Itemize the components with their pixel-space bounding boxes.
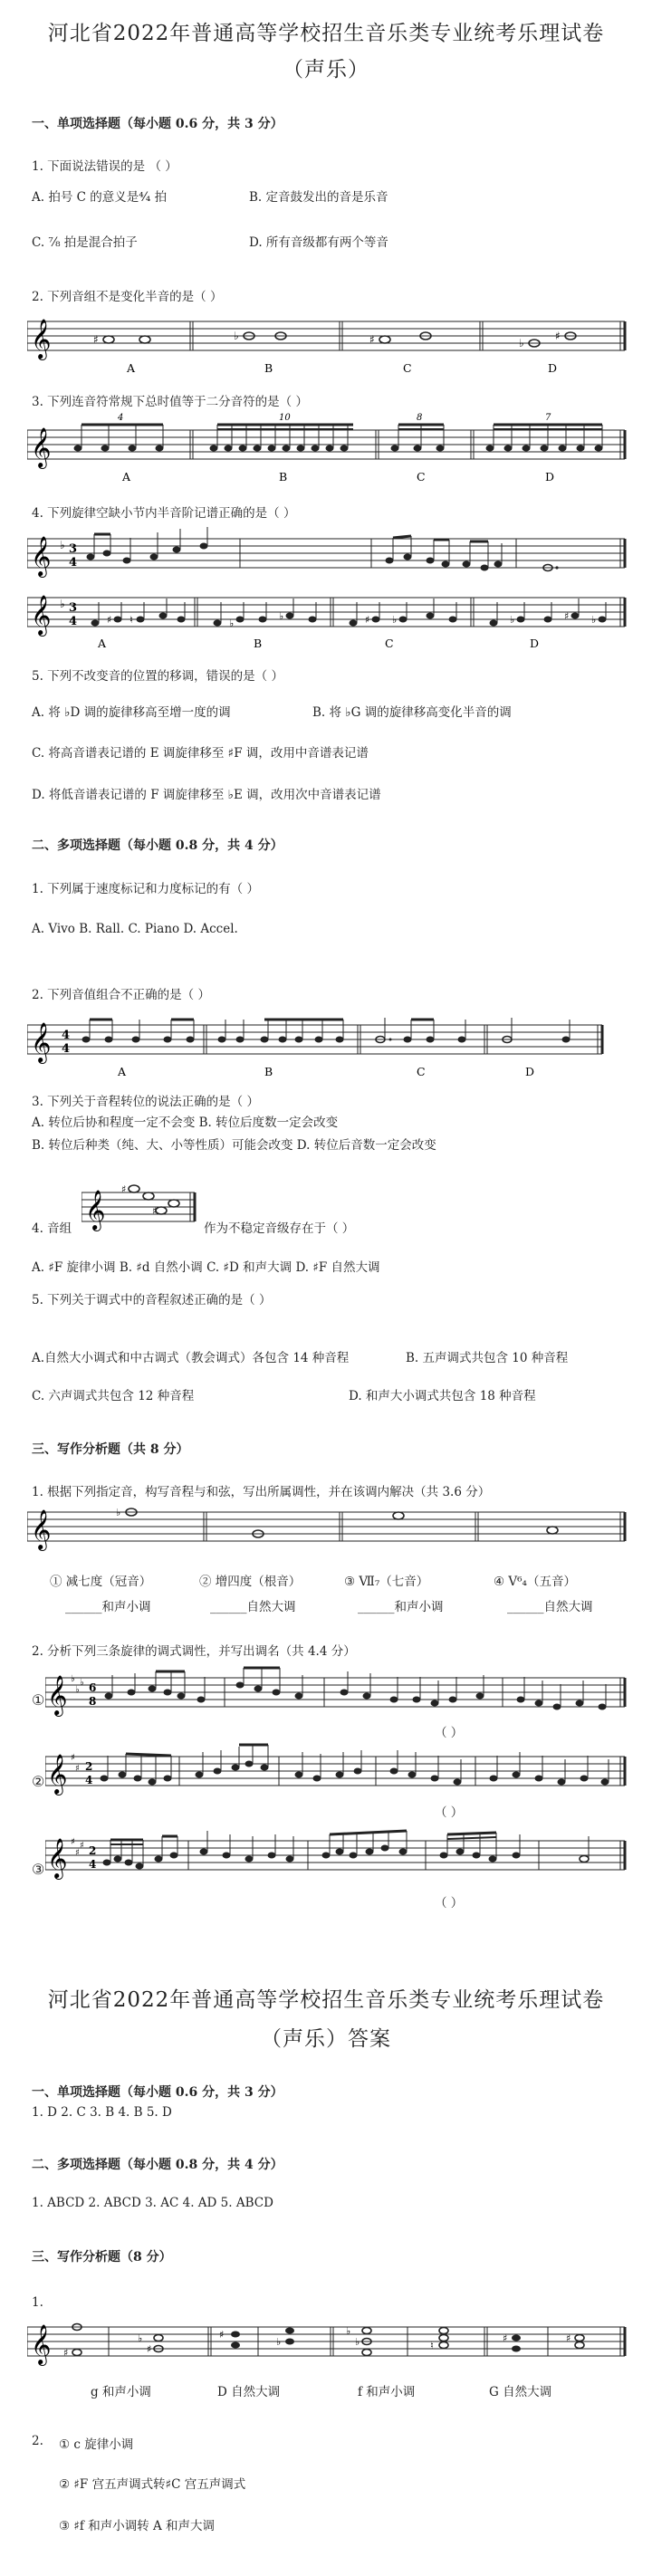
svg-text:♯: ♯ <box>564 610 570 622</box>
s3-q1-key-2: ______自然大调 <box>210 1600 296 1614</box>
svg-text:𝄞: 𝄞 <box>47 1838 68 1878</box>
svg-text:♯: ♯ <box>71 1837 75 1847</box>
svg-text:𝄞: 𝄞 <box>31 536 52 576</box>
svg-text:♯: ♯ <box>107 614 112 626</box>
s1-q5-option-d: D. 将低音谱表记谱的 F 调旋律移至 ♭E 调，改用次中音谱表记谱 <box>32 788 381 802</box>
svg-text:♯: ♯ <box>63 2347 69 2359</box>
s1-q4-label-c: C <box>385 637 394 650</box>
exam-title: 河北省2022年普通高等学校招生音乐类专业统考乐理试卷 <box>47 22 605 45</box>
s1-q4-label-a: A <box>98 637 107 650</box>
s3-q1-item-4: ④ V⁶₄（五音） <box>494 1575 576 1589</box>
s2-q2-label-b: B <box>264 1065 273 1078</box>
s2-q2-label-c: C <box>417 1065 426 1078</box>
s1-q3-staff <box>27 412 629 484</box>
svg-text:𝄞: 𝄞 <box>47 1754 68 1794</box>
s1-q5-stem: 5. 下列不改变音的位置的移调，错误的是（ ） <box>32 669 283 684</box>
s3-q1-item-3: ③ Ⅶ₇（七音） <box>344 1575 429 1589</box>
svg-text:♭: ♭ <box>392 614 398 626</box>
answers-title: 河北省2022年普通高等学校招生音乐类专业统考乐理试卷 <box>47 1988 605 2012</box>
answers-section-3-heading: 三、写作分析题（8 分） <box>32 2250 172 2265</box>
svg-text:♭: ♭ <box>138 2332 143 2344</box>
section-1-heading: 一、单项选择题（每小题 0.6 分，共 3 分） <box>32 117 283 131</box>
answers-q1-staff <box>27 2313 629 2368</box>
svg-text:♮: ♮ <box>129 614 133 626</box>
answers-subtitle: （声乐）答案 <box>261 2027 391 2051</box>
svg-text:2: 2 <box>89 1844 97 1857</box>
svg-text:8: 8 <box>89 1695 97 1708</box>
svg-text:♭: ♭ <box>229 618 235 629</box>
s1-q2-staff <box>27 312 629 376</box>
melody-1-number: ① <box>32 1691 45 1709</box>
s2-q5-stem: 5. 下列关于调式中的音程叙述正确的是（ ） <box>32 1293 272 1307</box>
svg-text:4: 4 <box>85 1774 93 1786</box>
svg-text:♮: ♮ <box>430 2340 434 2351</box>
svg-text:♭: ♭ <box>519 337 524 350</box>
answers-q2-item-2: ② ♯F 宫五声调式转♯C 宫五声调式 <box>59 2477 246 2492</box>
answers-q1-key-1: g 和声小调 <box>91 2385 151 2399</box>
tuplet-4: 4 <box>118 413 124 423</box>
svg-text:♯: ♯ <box>555 330 561 342</box>
answers-q1-number: 1. <box>32 2295 43 2310</box>
svg-text:𝄞: 𝄞 <box>31 1022 52 1062</box>
svg-text:♭: ♭ <box>276 2336 282 2348</box>
s1-q2-stem: 2. 下列音组不是变化半音的是（ ） <box>32 290 223 304</box>
svg-text:𝄞: 𝄞 <box>85 1190 106 1230</box>
s1-q3-label-b: B <box>279 470 288 484</box>
svg-text:♭: ♭ <box>60 598 65 610</box>
section-2-heading: 二、多项选择题（每小题 0.8 分，共 4 分） <box>32 838 283 853</box>
s2-q4-note-group <box>82 1174 199 1238</box>
s1-q1-option-b: B. 定音鼓发出的音是乐音 <box>249 190 388 205</box>
s1-q2-label-c: C <box>403 361 412 375</box>
s1-q3-label-d: D <box>545 470 555 484</box>
s3-q1-item-2: ② 增四度（根音） <box>199 1575 302 1589</box>
s1-q4-label-b: B <box>254 637 263 650</box>
svg-text:♯: ♯ <box>75 1848 80 1858</box>
svg-text:𝄞: 𝄞 <box>31 595 52 635</box>
s2-q2-staff <box>27 1007 607 1079</box>
s2-q5-option-c: C. 六声调式共包含 12 种音程 <box>32 1389 195 1403</box>
s2-q1-stem: 1. 下列属于速度标记和力度标记的有（ ） <box>32 882 259 896</box>
svg-text:♯: ♯ <box>121 1183 127 1195</box>
melody-1-answer-blank: （ ） <box>435 1726 464 1740</box>
svg-text:♯: ♯ <box>71 1753 75 1763</box>
svg-text:♭: ♭ <box>234 330 239 342</box>
answers-section-2: 1. ABCD 2. ABCD 3. AC 4. AD 5. ABCD <box>32 2196 273 2210</box>
svg-text:𝄞: 𝄞 <box>31 319 52 359</box>
melody-1-staff <box>45 1664 629 1719</box>
s2-q5-option-a: A.自然大小调式和中古调式（教会调式）各包含 14 种音程 <box>32 1351 350 1365</box>
melody-2-number: ② <box>32 1773 45 1790</box>
svg-text:4: 4 <box>69 615 78 628</box>
tuplet-8: 8 <box>417 413 423 423</box>
svg-text:3: 3 <box>69 542 78 556</box>
s3-q1-item-1: ① 减七度（冠音） <box>50 1575 152 1589</box>
svg-text:𝄞: 𝄞 <box>31 2324 52 2364</box>
svg-text:4: 4 <box>69 556 78 570</box>
s2-q3-line-1: A. 转位后协和程度一定不会变 B. 转位后度数一定会改变 <box>32 1116 339 1130</box>
melody-2-staff <box>45 1743 629 1797</box>
s1-q4-stem: 4. 下列旋律空缺小节内半音阶记谱正确的是（ ） <box>32 506 296 521</box>
s3-q1-staff <box>27 1499 629 1553</box>
s2-q5-option-b: B. 五声调式共包含 10 种音程 <box>406 1351 569 1365</box>
svg-text:4: 4 <box>62 1029 71 1042</box>
tuplet-10: 10 <box>279 413 291 423</box>
s1-q5-option-a: A. 将 ♭D 调的旋律移高至增一度的调 <box>32 705 231 720</box>
s1-q3-stem: 3. 下列连音符常规下总时值等于二分音符的是（ ） <box>32 395 308 409</box>
svg-text:♯: ♯ <box>219 2329 225 2341</box>
answers-q1-key-2: D 自然大调 <box>217 2385 281 2399</box>
svg-text:♭: ♭ <box>80 1678 84 1688</box>
svg-text:𝄞: 𝄞 <box>31 427 52 467</box>
melody-2-answer-blank: （ ） <box>435 1805 464 1820</box>
s2-q3-line-2: B. 转位后种类（纯、大、小等性质）可能会改变 D. 转位后音数一定会改变 <box>32 1138 436 1153</box>
answers-q1-key-4: G 自然大调 <box>489 2385 552 2399</box>
s2-q5-option-d: D. 和声大小调式共包含 18 种音程 <box>349 1389 536 1403</box>
svg-text:♯: ♯ <box>566 2332 571 2344</box>
s2-q2-label-d: D <box>525 1065 535 1078</box>
s1-q1-option-d: D. 所有音级都有两个等音 <box>249 235 388 250</box>
svg-text:♯: ♯ <box>80 1841 84 1851</box>
s3-q1-key-3: ______和声小调 <box>358 1600 444 1614</box>
s2-q2-stem: 2. 下列音值组合不正确的是（ ） <box>32 988 210 1002</box>
svg-text:6: 6 <box>89 1681 97 1694</box>
svg-text:♭: ♭ <box>355 2336 360 2348</box>
answers-q2-item-1: ① c 旋律小调 <box>59 2437 134 2452</box>
s1-q4-options-staff <box>27 584 629 652</box>
s1-q4-melody-staff <box>27 525 629 579</box>
s1-q4-label-d: D <box>530 637 540 650</box>
s1-q1-option-a: A. 拍号 C 的意义是⁴⁄₄ 拍 <box>32 190 168 205</box>
s1-q5-option-c: C. 将高音谱表记谱的 E 调旋律移至 ♯F 调，改用中音谱表记谱 <box>32 746 369 761</box>
s2-q4-suffix: 作为不稳定音级存在于（ ） <box>204 1221 355 1236</box>
svg-text:♭: ♭ <box>510 614 515 626</box>
svg-text:♯: ♯ <box>147 2343 152 2355</box>
answers-q1-key-3: f 和声小调 <box>358 2385 416 2399</box>
s2-q3-stem: 3. 下列关于音程转位的说法正确的是（ ） <box>32 1095 259 1109</box>
svg-text:2: 2 <box>85 1760 93 1773</box>
s2-q1-options: A. Vivo B. Rall. C. Piano D. Accel. <box>32 922 238 936</box>
s1-q2-label-b: B <box>264 361 273 375</box>
svg-text:♭: ♭ <box>116 1507 121 1518</box>
s1-q1-stem: 1. 下面说法错误的是 （ ） <box>32 159 177 174</box>
s1-q2-label-d: D <box>548 361 558 375</box>
s1-q2-label-a: A <box>127 361 136 375</box>
answers-q2-number: 2. <box>32 2434 43 2448</box>
exam-subtitle: （声乐） <box>283 58 369 81</box>
s2-q4-prefix: 4. 音组 <box>32 1221 72 1236</box>
svg-text:♭: ♭ <box>591 614 597 626</box>
s1-q5-option-b: B. 将 ♭G 调的旋律移高变化半音的调 <box>312 705 512 720</box>
svg-text:♯: ♯ <box>152 1205 158 1217</box>
svg-text:♯: ♯ <box>503 2332 508 2344</box>
tuplet-7: 7 <box>545 413 551 423</box>
melody-3-answer-blank: （ ） <box>435 1896 464 1910</box>
svg-text:𝄞: 𝄞 <box>31 1509 52 1549</box>
s3-q1-key-1: ______和声小调 <box>65 1600 151 1614</box>
answers-section-1-heading: 一、单项选择题（每小题 0.6 分，共 3 分） <box>32 2085 283 2100</box>
svg-text:𝄞: 𝄞 <box>47 1675 68 1715</box>
s3-q2-stem: 2. 分析下列三条旋律的调式调性，并写出调名（共 4.4 分） <box>32 1644 356 1659</box>
svg-text:♭: ♭ <box>279 610 284 622</box>
s3-q1-stem: 1. 根据下列指定音，构写音程与和弦，写出所属调性，并在该调内解决（共 3.6 分） <box>32 1485 491 1499</box>
s1-q3-label-a: A <box>122 470 131 484</box>
svg-text:♭: ♭ <box>75 1685 80 1695</box>
s1-q1-option-c: C. ⁷⁄₈ 拍是混合拍子 <box>32 235 138 250</box>
svg-text:4: 4 <box>62 1042 71 1056</box>
svg-text:♯: ♯ <box>365 614 370 626</box>
svg-text:♯: ♯ <box>75 1764 80 1774</box>
svg-text:♯: ♯ <box>93 333 99 346</box>
s1-q3-label-c: C <box>417 470 426 484</box>
s2-q2-label-a: A <box>118 1065 127 1078</box>
melody-3-staff <box>45 1827 629 1882</box>
answers-section-2-heading: 二、多项选择题（每小题 0.8 分，共 4 分） <box>32 2158 283 2172</box>
svg-text:♭: ♭ <box>346 2325 351 2337</box>
s3-q1-key-4: ______自然大调 <box>507 1600 593 1614</box>
answers-q2-item-3: ③ ♯f 和声小调转 A 和声大调 <box>59 2519 216 2533</box>
answers-section-1: 1. D 2. C 3. B 4. B 5. D <box>32 2105 172 2120</box>
svg-text:3: 3 <box>69 601 78 615</box>
svg-text:4: 4 <box>89 1858 97 1871</box>
section-3-heading: 三、写作分析题（共 8 分） <box>32 1442 189 1457</box>
melody-3-number: ③ <box>32 1861 45 1878</box>
svg-text:♭: ♭ <box>60 539 65 551</box>
s2-q4-options: A. ♯F 旋律小调 B. ♯d 自然小调 C. ♯D 和声大调 D. ♯F 自然大调 <box>32 1260 380 1275</box>
svg-text:♯: ♯ <box>369 333 375 346</box>
svg-text:♭: ♭ <box>71 1674 75 1684</box>
